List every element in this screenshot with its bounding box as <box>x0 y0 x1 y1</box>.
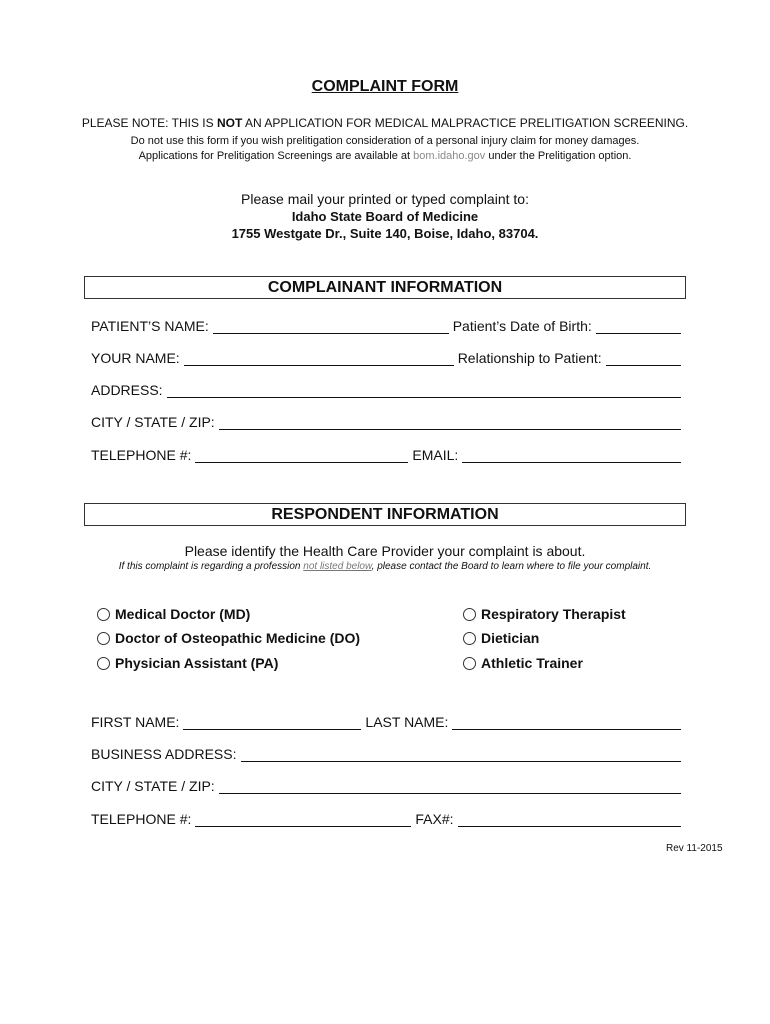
email-field[interactable] <box>462 448 681 463</box>
telephone-field[interactable] <box>195 448 408 463</box>
option-label: Doctor of Osteopathic Medicine (DO) <box>115 630 361 646</box>
board-address: 1755 Westgate Dr., Suite 140, Boise, Idaho, 83704. <box>231 226 539 241</box>
provider-city-state-zip-row <box>91 776 681 794</box>
revision-date: Rev 11-2015 <box>666 843 723 854</box>
email-label: EMAIL: <box>412 447 459 463</box>
patient-dob-field[interactable] <box>596 319 681 334</box>
notice-text-bold: NOT <box>216 116 243 130</box>
notice-text-before: PLEASE NOTE: THIS IS <box>81 116 217 130</box>
provider-name-row <box>91 712 681 730</box>
patient-dob-label: Patient’s Date of Birth: <box>452 318 592 334</box>
option-label: Medical Doctor (MD) <box>115 606 251 622</box>
prelitigation-warning: Do not use this form if you wish prelitigation consideration of a personal injury claim for money damages. <box>130 135 640 147</box>
business-address-label: BUSINESS ADDRESS: <box>91 746 237 762</box>
identify-note-after: , please contact the Board to learn where to file your complaint. <box>371 561 652 572</box>
fax-label: FAX#: <box>415 811 454 827</box>
fax-field[interactable] <box>458 812 681 827</box>
your-name-label: YOUR NAME: <box>91 350 180 366</box>
telephone-email-row <box>91 445 681 463</box>
business-address-field[interactable] <box>241 747 682 762</box>
notice-text-after: AN APPLICATION FOR MEDICAL MALPRACTICE PRELITIGATION SCREENING. <box>242 116 689 130</box>
business-address-row <box>91 744 681 762</box>
availability-text-before: Applications for Prelitigation Screenings are available at <box>138 150 414 162</box>
option-physician-assistant[interactable] <box>97 654 278 672</box>
form-title: COMPLAINT FORM <box>311 78 459 95</box>
identify-provider-text: Please identify the Health Care Provider your complaint is about. <box>184 543 586 559</box>
option-athletic-trainer[interactable] <box>463 654 583 672</box>
option-label: Respiratory Therapist <box>481 606 626 622</box>
city-state-zip-label: CITY / STATE / ZIP: <box>91 414 215 430</box>
radio-circle-icon[interactable] <box>97 657 110 670</box>
address-field[interactable] <box>167 383 681 398</box>
respondent-section-heading: RESPONDENT INFORMATION <box>84 503 686 526</box>
radio-circle-icon[interactable] <box>97 632 110 645</box>
address-label: ADDRESS: <box>91 382 163 398</box>
prelitigation-availability <box>0 150 770 162</box>
option-label: Athletic Trainer <box>481 655 583 671</box>
option-respiratory-therapist[interactable] <box>463 605 626 623</box>
provider-telephone-label: TELEPHONE #: <box>91 811 192 827</box>
provider-telephone-field[interactable] <box>195 812 411 827</box>
option-label: Dietician <box>481 630 540 646</box>
relationship-label: Relationship to Patient: <box>457 350 602 366</box>
option-label: Physician Assistant (PA) <box>115 655 279 671</box>
relationship-field[interactable] <box>606 351 681 366</box>
mail-instructions: Please mail your printed or typed complaint to: <box>241 191 529 207</box>
address-row <box>91 380 681 398</box>
board-name: Idaho State Board of Medicine <box>291 209 479 224</box>
option-dietician[interactable] <box>463 629 539 647</box>
last-name-label: LAST NAME: <box>365 714 449 730</box>
provider-telephone-fax-row <box>91 809 681 827</box>
complainant-section-heading: COMPLAINANT INFORMATION <box>84 276 686 299</box>
notice-line <box>0 116 770 130</box>
availability-text-after: under the Prelitigation option. <box>485 150 632 162</box>
identify-note-before: If this complaint is regarding a profession <box>118 561 304 572</box>
city-state-zip-field[interactable] <box>219 415 681 430</box>
radio-circle-icon[interactable] <box>463 632 476 645</box>
your-name-field[interactable] <box>184 351 454 366</box>
patient-name-label: PATIENT’S NAME: <box>91 318 209 334</box>
provider-city-state-zip-field[interactable] <box>219 779 681 794</box>
telephone-label: TELEPHONE #: <box>91 447 192 463</box>
radio-circle-icon[interactable] <box>463 657 476 670</box>
provider-city-state-zip-label: CITY / STATE / ZIP: <box>91 778 215 794</box>
patient-name-field[interactable] <box>213 319 449 334</box>
last-name-field[interactable] <box>452 715 681 730</box>
radio-circle-icon[interactable] <box>463 608 476 621</box>
first-name-label: FIRST NAME: <box>91 714 180 730</box>
option-medical-doctor[interactable] <box>97 605 250 623</box>
city-state-zip-row <box>91 412 681 430</box>
first-name-field[interactable] <box>183 715 361 730</box>
patient-row <box>91 316 681 334</box>
not-listed-link: not listed below <box>303 561 372 572</box>
website-link[interactable]: bom.idaho.gov <box>413 150 486 162</box>
identify-provider-note <box>0 561 770 572</box>
your-name-row <box>91 348 681 366</box>
radio-circle-icon[interactable] <box>97 608 110 621</box>
option-osteopathic-doctor[interactable] <box>97 629 360 647</box>
